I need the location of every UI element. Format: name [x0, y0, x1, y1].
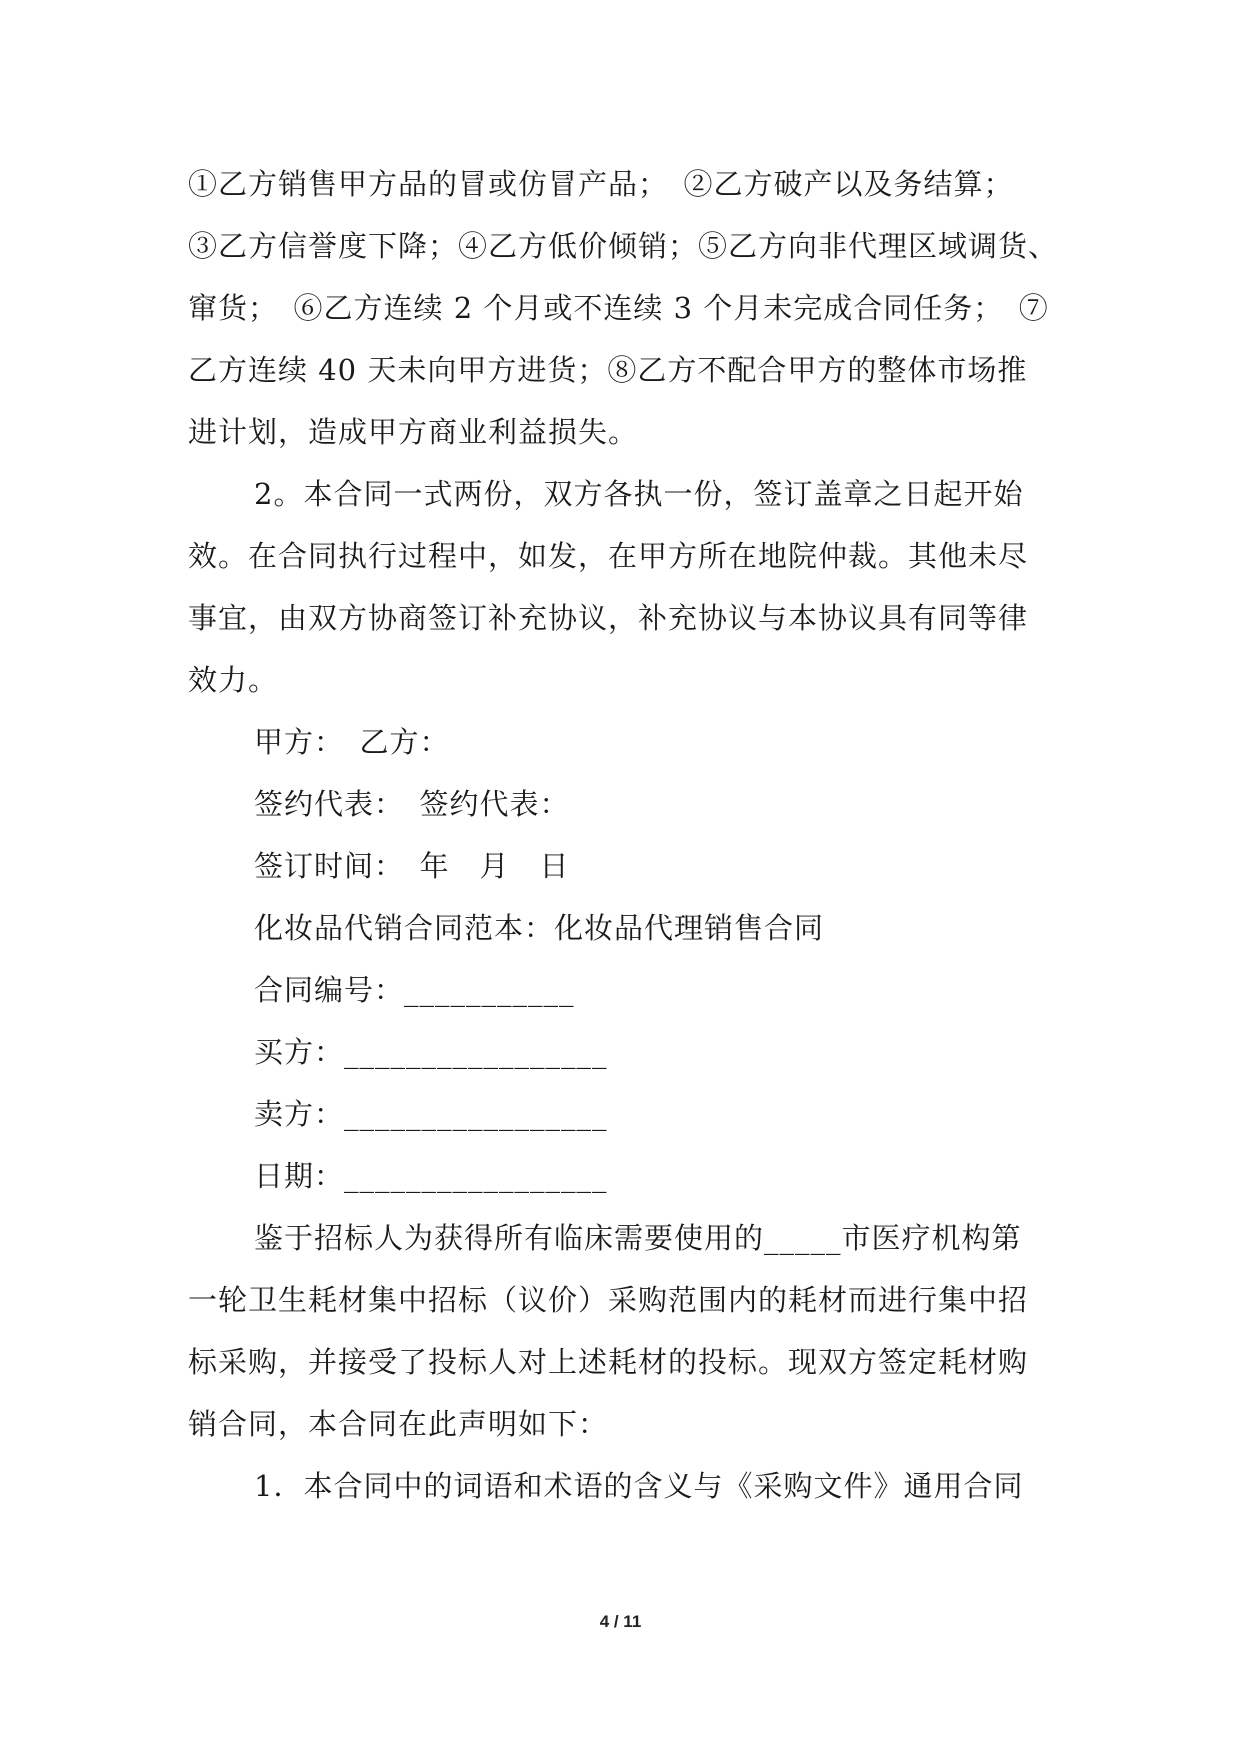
text-line: ③乙方信誉度下降；④乙方低价倾销；⑤乙方向非代理区域调货、 — [188, 229, 1059, 263]
text-line: ①乙方销售甲方品的冒或仿冒产品； ②乙方破产以及务结算； — [188, 167, 1014, 201]
page-number: 4 / 11 — [599, 1612, 642, 1631]
document-body — [188, 153, 1059, 1517]
paragraph-buyer — [188, 1021, 1056, 1083]
paragraph-contract-number — [188, 959, 1056, 1021]
text-line: 2。本合同一式两份，双方各执一份，签订盖章之日起开始 — [254, 477, 1024, 511]
text-line: 窜货； ⑥乙方连续 2 个月或不连续 3 个月未完成合同任务； ⑦ — [188, 291, 1049, 325]
paragraph-seller — [188, 1083, 1056, 1145]
paragraph-preamble — [188, 1207, 1056, 1455]
text-line: 签订时间： 年 月 日 — [254, 849, 570, 883]
paragraph-template-title — [188, 897, 1056, 959]
paragraph-clause-2 — [188, 463, 1056, 711]
text-line: 日期：_________________ — [254, 1159, 608, 1193]
paragraph-sign-date — [188, 835, 1056, 897]
paragraph-parties — [188, 711, 1056, 773]
text-line: 鉴于招标人为获得所有临床需要使用的_____市医疗机构第 — [254, 1221, 1022, 1255]
text-line: 进计划，造成甲方商业利益损失。 — [188, 415, 639, 449]
text-line: 效力。 — [188, 663, 279, 697]
text-line: 签约代表： 签约代表： — [254, 787, 570, 821]
text-line: 甲方： 乙方： — [254, 725, 450, 759]
text-line: 效。在合同执行过程中，如发，在甲方所在地院仲裁。其他未尽 — [188, 539, 1029, 573]
text-line: 卖方：_________________ — [254, 1097, 608, 1131]
text-line: 标采购，并接受了投标人对上述耗材的投标。现双方签定耗材购 — [188, 1345, 1029, 1379]
paragraph-clause-1 — [188, 1455, 1056, 1517]
text-line: 一轮卫生耗材集中招标（议价）采购范围内的耗材而进行集中招 — [188, 1283, 1029, 1317]
paragraph-date — [188, 1145, 1056, 1207]
text-line: 化妆品代销合同范本：化妆品代理销售合同 — [254, 911, 825, 945]
paragraph-representatives — [188, 773, 1056, 835]
paragraph-termination-conditions — [188, 153, 1059, 463]
text-line: 买方：_________________ — [254, 1035, 608, 1069]
text-line: 合同编号：___________ — [254, 973, 575, 1007]
text-line: 乙方连续 40 天未向甲方进货；⑧乙方不配合甲方的整体市场推 — [188, 353, 1028, 387]
text-line: 1．本合同中的词语和术语的含义与《采购文件》通用合同 — [254, 1469, 1024, 1503]
text-line: 事宜，由双方协商签订补充协议，补充协议与本协议具有同等律 — [188, 601, 1029, 635]
text-line: 销合同，本合同在此声明如下： — [188, 1407, 609, 1441]
